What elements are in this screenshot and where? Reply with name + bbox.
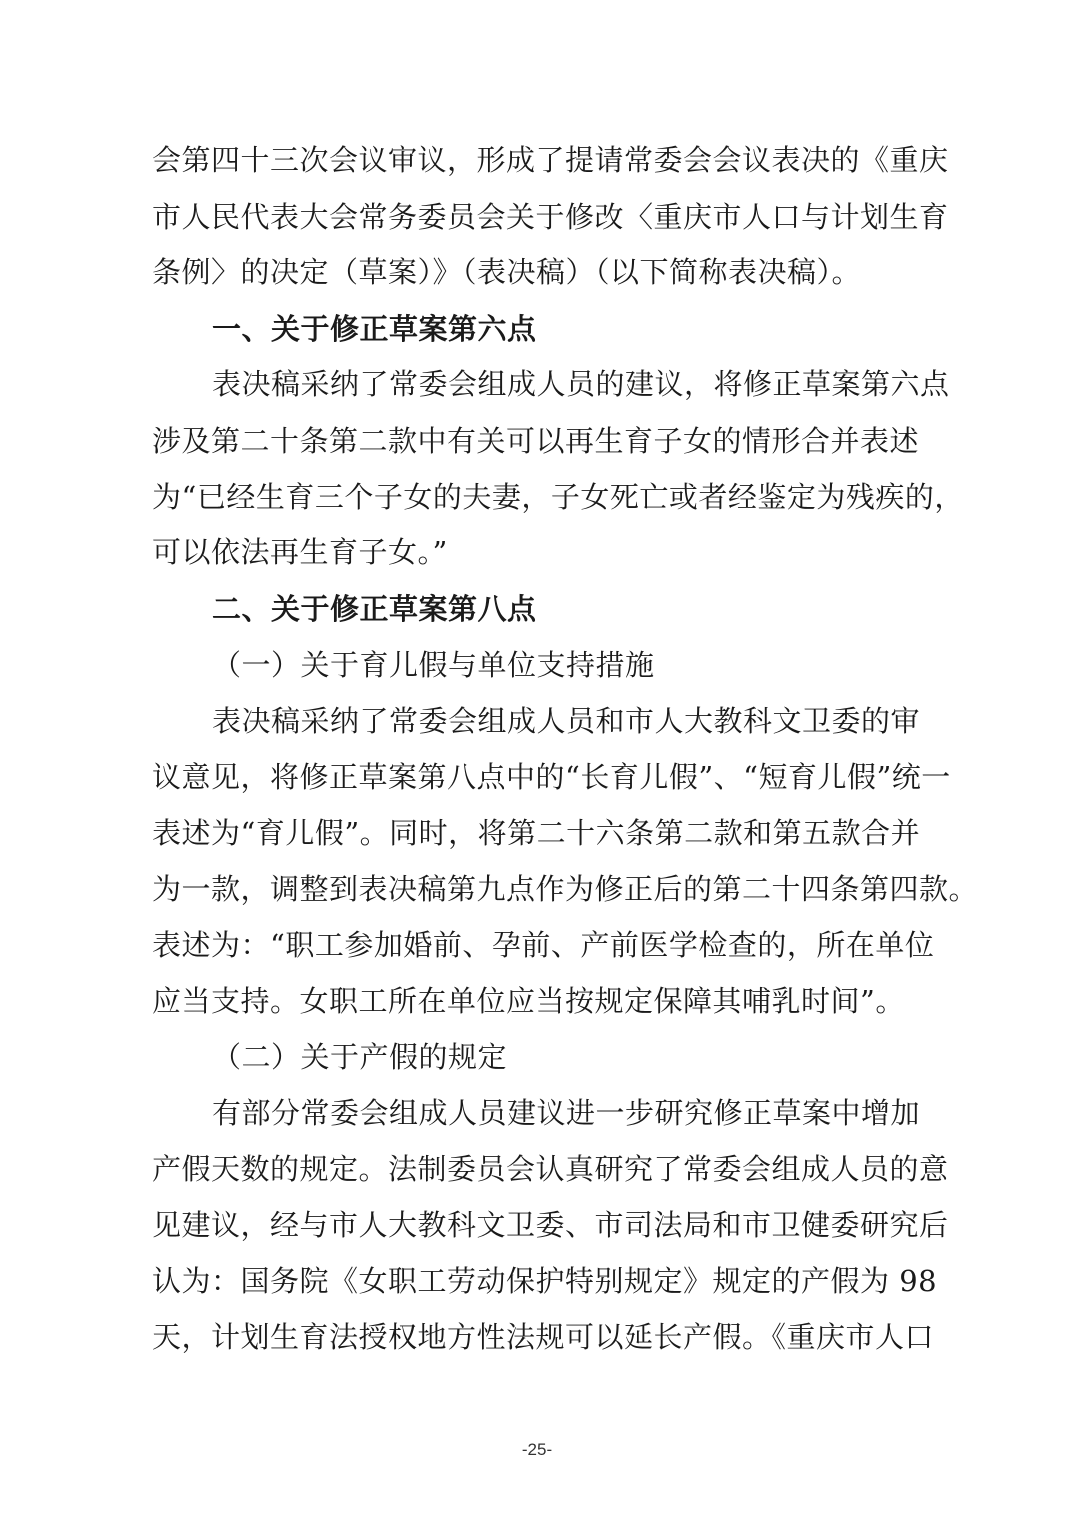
page-number: -25- xyxy=(521,1440,553,1459)
section-heading-1: 一、关于修正草案第六点 xyxy=(212,312,537,346)
subsection-heading-1: （一）关于育儿假与单位支持措施 xyxy=(212,648,655,682)
paragraph-line: 认为：国务院《女职工劳动保护特别规定》规定的产假为 98 xyxy=(152,1264,938,1298)
paragraph-line: 见建议，经与市人大教科文卫委、市司法局和市卫健委研究后 xyxy=(152,1208,949,1242)
paragraph-line: 为一款，调整到表决稿第九点作为修正后的第二十四条第四款。 xyxy=(152,872,979,906)
paragraph-line: 可以依法再生育子女。” xyxy=(152,535,448,569)
paragraph-line: 涉及第二十条第二款中有关可以再生育子女的情形合并表述 xyxy=(152,424,920,458)
paragraph-line: 有部分常委会组成人员建议进一步研究修正草案中增加 xyxy=(212,1096,921,1130)
paragraph-line: 市人民代表大会常务委员会关于修改〈重庆市人口与计划生育 xyxy=(152,200,949,234)
section-heading-2: 二、关于修正草案第八点 xyxy=(212,592,537,626)
paragraph-line: 产假天数的规定。法制委员会认真研究了常委会组成人员的意 xyxy=(152,1152,949,1186)
paragraph-line: 表决稿采纳了常委会组成人员的建议，将修正草案第六点 xyxy=(212,367,950,401)
paragraph-line: 应当支持。女职工所在单位应当按规定保障其哺乳时间”。 xyxy=(152,984,905,1018)
paragraph-line: 表决稿采纳了常委会组成人员和市人大教科文卫委的审 xyxy=(212,704,921,738)
paragraph-line: 为“已经生育三个子女的夫妻，子女死亡或者经鉴定为残疾的， xyxy=(152,480,964,514)
paragraph-line: 表述为：“职工参加婚前、孕前、产前医学检查的，所在单位 xyxy=(152,928,935,962)
paragraph-line: 天，计划生育法授权地方性法规可以延长产假。《重庆市人口 xyxy=(152,1320,935,1354)
paragraph-line: 议意见，将修正草案第八点中的“长育儿假”、“短育儿假”统一 xyxy=(152,760,951,794)
subsection-heading-2: （二）关于产假的规定 xyxy=(212,1040,508,1074)
paragraph-line: 表述为“育儿假”。同时，将第二十六条第二款和第五款合并 xyxy=(152,816,921,850)
paragraph-line: 会第四十三次会议审议，形成了提请常委会会议表决的《重庆 xyxy=(152,143,949,177)
paragraph-line: 条例〉的决定（草案）》（表决稿）（以下简称表决稿）。 xyxy=(152,255,862,289)
